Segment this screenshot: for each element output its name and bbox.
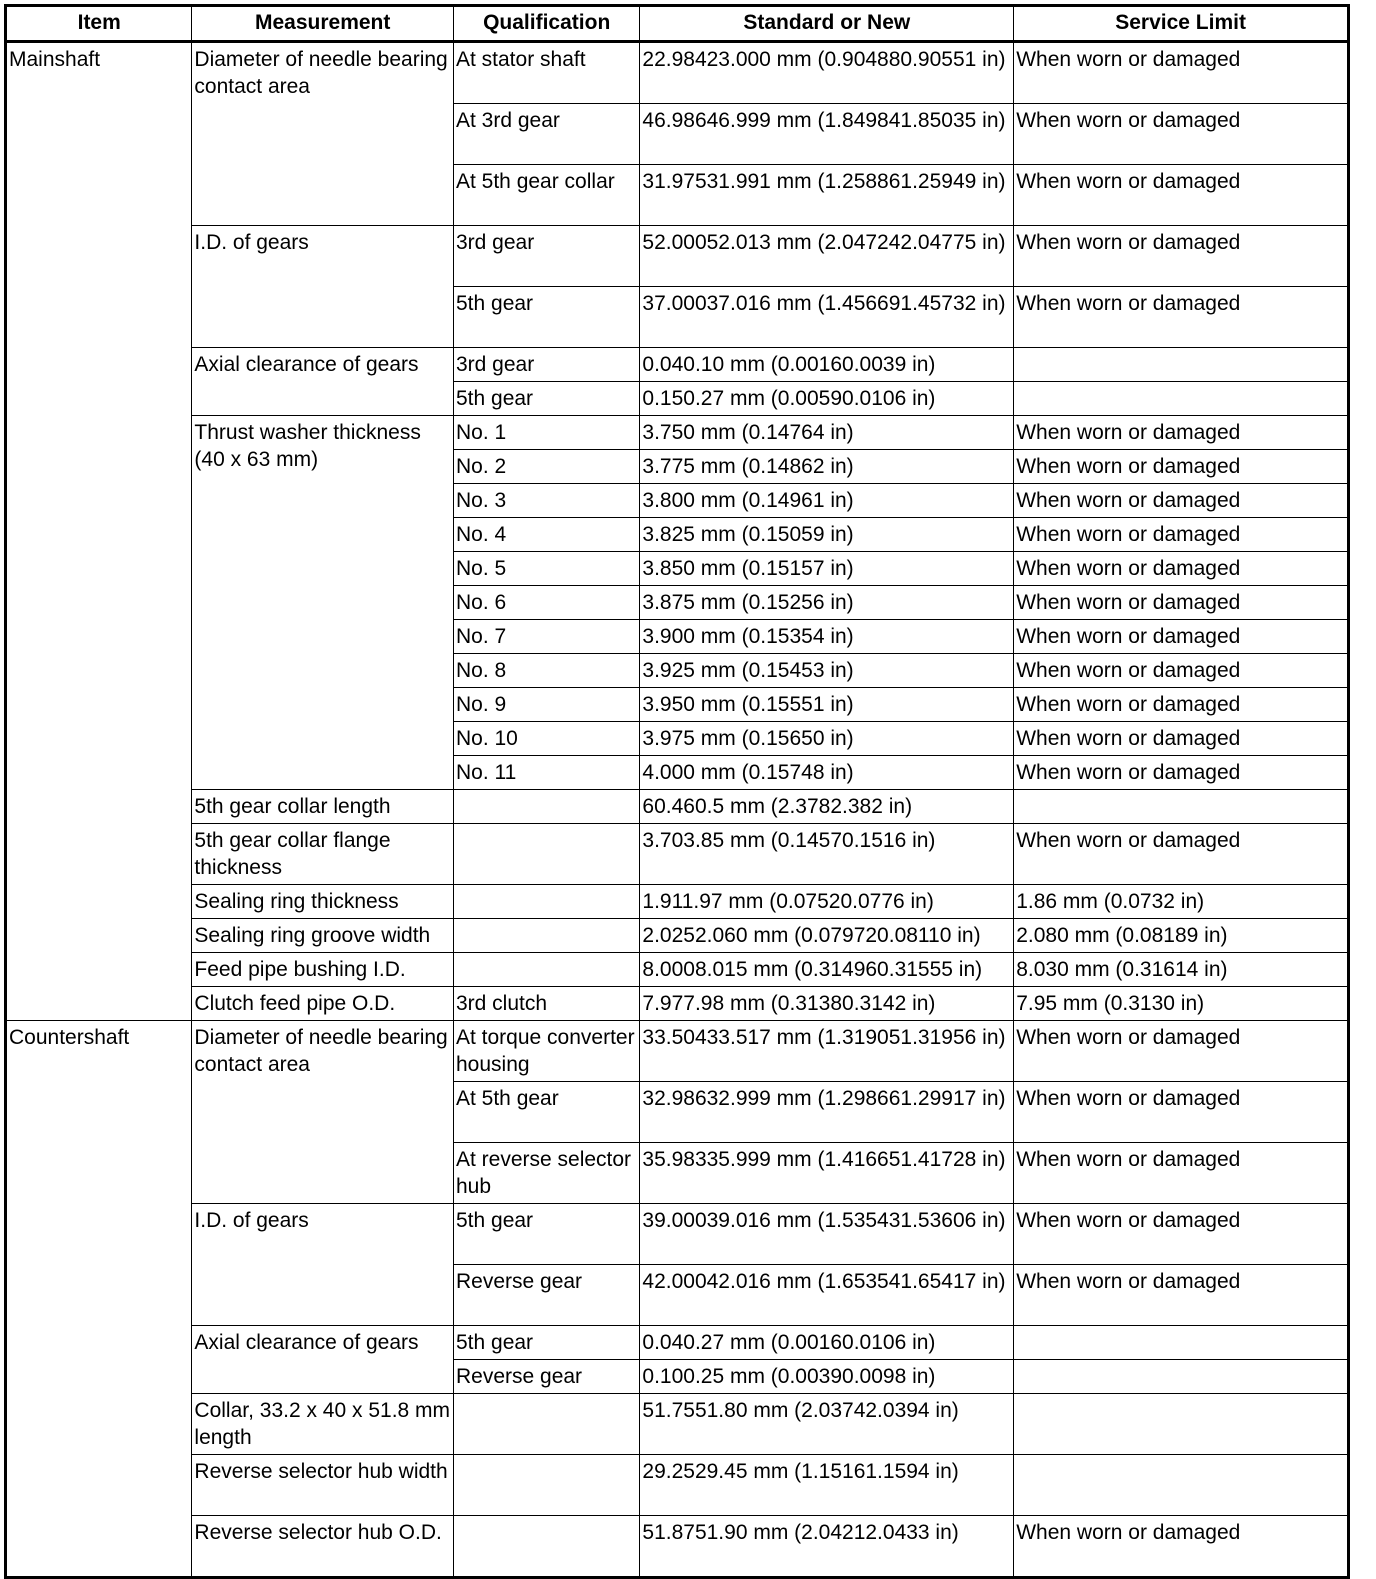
qualification-cell: 5th gear [453, 1204, 639, 1265]
table-row [6, 1516, 1349, 1578]
table-row [6, 824, 1349, 885]
standard-cell: 7.977.98 mm (0.31380.3142 in) [640, 987, 1014, 1021]
table-row [6, 1394, 1349, 1455]
service-limit-cell: 8.030 mm (0.31614 in) [1014, 953, 1349, 987]
qualification-cell: 5th gear [453, 382, 639, 416]
measurement-cell: Reverse selector hub O.D. [192, 1516, 454, 1578]
table-row [6, 42, 1349, 104]
qualification-cell: No. 11 [453, 756, 639, 790]
qualification-cell: No. 4 [453, 518, 639, 552]
table-row [6, 790, 1349, 824]
service-limit-cell: When worn or damaged [1014, 1516, 1349, 1578]
table-row [6, 1455, 1349, 1516]
table-row [6, 348, 1349, 382]
service-limit-cell [1014, 1455, 1349, 1516]
specifications-table [4, 4, 1350, 1579]
qualification-cell: No. 6 [453, 586, 639, 620]
standard-cell: 33.50433.517 mm (1.319051.31956 in) [640, 1021, 1014, 1082]
qualification-cell [453, 1516, 639, 1578]
table-body [6, 42, 1349, 1578]
table-row [6, 919, 1349, 953]
qualification-cell: 5th gear [453, 1326, 639, 1360]
standard-cell: 2.0252.060 mm (0.079720.08110 in) [640, 919, 1014, 953]
standard-cell: 4.000 mm (0.15748 in) [640, 756, 1014, 790]
qualification-cell [453, 824, 639, 885]
standard-cell: 32.98632.999 mm (1.298661.29917 in) [640, 1082, 1014, 1143]
table-row [6, 416, 1349, 450]
measurement-cell: Axial clearance of gears [192, 1326, 454, 1394]
standard-cell: 3.875 mm (0.15256 in) [640, 586, 1014, 620]
standard-cell: 3.975 mm (0.15650 in) [640, 722, 1014, 756]
measurement-cell: Collar, 33.2 x 40 x 51.8 mm length [192, 1394, 454, 1455]
standard-cell: 3.950 mm (0.15551 in) [640, 688, 1014, 722]
standard-cell: 35.98335.999 mm (1.416651.41728 in) [640, 1143, 1014, 1204]
measurement-cell: Reverse selector hub width [192, 1455, 454, 1516]
qualification-cell: At reverse selector hub [453, 1143, 639, 1204]
table-row [6, 1204, 1349, 1265]
service-limit-cell: When worn or damaged [1014, 824, 1349, 885]
service-limit-cell [1014, 790, 1349, 824]
header-item: Item [6, 6, 192, 42]
standard-cell: 22.98423.000 mm (0.904880.90551 in) [640, 42, 1014, 104]
measurement-cell: 5th gear collar length [192, 790, 454, 824]
standard-cell: 3.925 mm (0.15453 in) [640, 654, 1014, 688]
table-row [6, 1021, 1349, 1082]
measurement-cell: Diameter of needle bearing contact area [192, 1021, 454, 1204]
standard-cell: 3.900 mm (0.15354 in) [640, 620, 1014, 654]
service-limit-cell: 2.080 mm (0.08189 in) [1014, 919, 1349, 953]
standard-cell: 42.00042.016 mm (1.653541.65417 in) [640, 1265, 1014, 1326]
service-limit-cell [1014, 348, 1349, 382]
service-limit-cell: When worn or damaged [1014, 1143, 1349, 1204]
qualification-cell [453, 953, 639, 987]
service-limit-cell: When worn or damaged [1014, 756, 1349, 790]
standard-cell: 3.775 mm (0.14862 in) [640, 450, 1014, 484]
service-limit-cell: When worn or damaged [1014, 1082, 1349, 1143]
standard-cell: 60.460.5 mm (2.3782.382 in) [640, 790, 1014, 824]
measurement-cell: Axial clearance of gears [192, 348, 454, 416]
service-limit-cell: When worn or damaged [1014, 552, 1349, 586]
measurement-cell: Sealing ring groove width [192, 919, 454, 953]
measurement-cell: Feed pipe bushing I.D. [192, 953, 454, 987]
header-qualification: Qualification [453, 6, 639, 42]
measurement-cell: Diameter of needle bearing contact area [192, 42, 454, 226]
header-service-limit: Service Limit [1014, 6, 1349, 42]
qualification-cell: 3rd clutch [453, 987, 639, 1021]
service-limit-cell: When worn or damaged [1014, 1204, 1349, 1265]
qualification-cell: Reverse gear [453, 1360, 639, 1394]
service-limit-cell [1014, 1394, 1349, 1455]
service-limit-cell: When worn or damaged [1014, 688, 1349, 722]
service-limit-cell: When worn or damaged [1014, 654, 1349, 688]
service-limit-cell: When worn or damaged [1014, 416, 1349, 450]
table-row [6, 987, 1349, 1021]
header-row [6, 6, 1349, 42]
qualification-cell: At torque converter housing [453, 1021, 639, 1082]
qualification-cell [453, 1455, 639, 1516]
qualification-cell: At 5th gear collar [453, 165, 639, 226]
qualification-cell [453, 885, 639, 919]
service-limit-cell: When worn or damaged [1014, 620, 1349, 654]
header-measurement: Measurement [192, 6, 454, 42]
service-limit-cell: When worn or damaged [1014, 484, 1349, 518]
service-limit-cell: When worn or damaged [1014, 104, 1349, 165]
standard-cell: 29.2529.45 mm (1.15161.1594 in) [640, 1455, 1014, 1516]
item-cell: Countershaft [6, 1021, 192, 1578]
service-limit-cell: When worn or damaged [1014, 226, 1349, 287]
qualification-cell [453, 919, 639, 953]
measurement-cell: Thrust washer thickness (40 x 63 mm) [192, 416, 454, 790]
standard-cell: 1.911.97 mm (0.07520.0776 in) [640, 885, 1014, 919]
qualification-cell: No. 8 [453, 654, 639, 688]
qualification-cell: No. 1 [453, 416, 639, 450]
table-row [6, 885, 1349, 919]
standard-cell: 3.850 mm (0.15157 in) [640, 552, 1014, 586]
standard-cell: 3.800 mm (0.14961 in) [640, 484, 1014, 518]
standard-cell: 46.98646.999 mm (1.849841.85035 in) [640, 104, 1014, 165]
standard-cell: 0.100.25 mm (0.00390.0098 in) [640, 1360, 1014, 1394]
table-row [6, 226, 1349, 287]
service-limit-cell: When worn or damaged [1014, 722, 1349, 756]
standard-cell: 51.8751.90 mm (2.04212.0433 in) [640, 1516, 1014, 1578]
table-row [6, 1326, 1349, 1360]
service-limit-cell [1014, 1360, 1349, 1394]
qualification-cell [453, 1394, 639, 1455]
standard-cell: 51.7551.80 mm (2.03742.0394 in) [640, 1394, 1014, 1455]
standard-cell: 31.97531.991 mm (1.258861.25949 in) [640, 165, 1014, 226]
standard-cell: 0.040.10 mm (0.00160.0039 in) [640, 348, 1014, 382]
qualification-cell: At 3rd gear [453, 104, 639, 165]
qualification-cell: No. 9 [453, 688, 639, 722]
header-standard-or-new: Standard or New [640, 6, 1014, 42]
measurement-cell: I.D. of gears [192, 226, 454, 348]
standard-cell: 3.703.85 mm (0.14570.1516 in) [640, 824, 1014, 885]
service-limit-cell: When worn or damaged [1014, 1021, 1349, 1082]
service-limit-cell [1014, 1326, 1349, 1360]
qualification-cell: 5th gear [453, 287, 639, 348]
service-limit-cell: When worn or damaged [1014, 165, 1349, 226]
service-limit-cell: 1.86 mm (0.0732 in) [1014, 885, 1349, 919]
service-limit-cell [1014, 382, 1349, 416]
qualification-cell: 3rd gear [453, 348, 639, 382]
qualification-cell: No. 7 [453, 620, 639, 654]
qualification-cell: At 5th gear [453, 1082, 639, 1143]
service-limit-cell: When worn or damaged [1014, 287, 1349, 348]
standard-cell: 52.00052.013 mm (2.047242.04775 in) [640, 226, 1014, 287]
measurement-cell: Sealing ring thickness [192, 885, 454, 919]
standard-cell: 3.750 mm (0.14764 in) [640, 416, 1014, 450]
standard-cell: 0.150.27 mm (0.00590.0106 in) [640, 382, 1014, 416]
service-limit-cell: When worn or damaged [1014, 42, 1349, 104]
qualification-cell [453, 790, 639, 824]
qualification-cell: 3rd gear [453, 226, 639, 287]
service-limit-cell: When worn or damaged [1014, 450, 1349, 484]
standard-cell: 8.0008.015 mm (0.314960.31555 in) [640, 953, 1014, 987]
standard-cell: 39.00039.016 mm (1.535431.53606 in) [640, 1204, 1014, 1265]
qualification-cell: No. 2 [453, 450, 639, 484]
service-limit-cell: When worn or damaged [1014, 1265, 1349, 1326]
qualification-cell: No. 10 [453, 722, 639, 756]
service-limit-cell: When worn or damaged [1014, 518, 1349, 552]
qualification-cell: At stator shaft [453, 42, 639, 104]
qualification-cell: No. 5 [453, 552, 639, 586]
table-row [6, 953, 1349, 987]
service-limit-cell: When worn or damaged [1014, 586, 1349, 620]
qualification-cell: No. 3 [453, 484, 639, 518]
service-limit-cell: 7.95 mm (0.3130 in) [1014, 987, 1349, 1021]
measurement-cell: I.D. of gears [192, 1204, 454, 1326]
measurement-cell: Clutch feed pipe O.D. [192, 987, 454, 1021]
standard-cell: 0.040.27 mm (0.00160.0106 in) [640, 1326, 1014, 1360]
item-cell: Mainshaft [6, 42, 192, 1021]
qualification-cell: Reverse gear [453, 1265, 639, 1326]
measurement-cell: 5th gear collar flange thickness [192, 824, 454, 885]
standard-cell: 3.825 mm (0.15059 in) [640, 518, 1014, 552]
standard-cell: 37.00037.016 mm (1.456691.45732 in) [640, 287, 1014, 348]
